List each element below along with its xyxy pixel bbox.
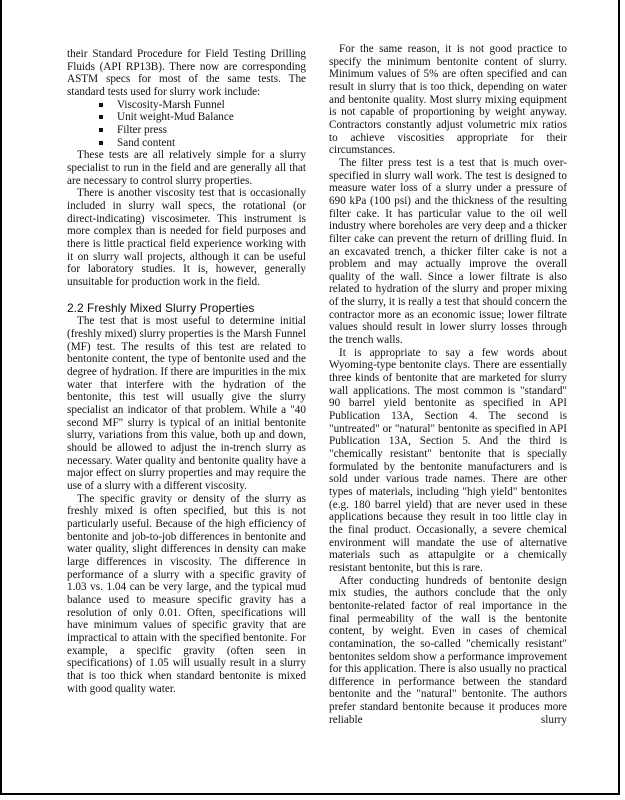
right-column xyxy=(329,43,567,726)
list-item: Sand content xyxy=(97,137,306,150)
paragraph: For the same reason, it is not good practice to specify the minimum bentonite content of slurry. Minimum values of 5% are often specified and can result in slurry that is too thick, depending on water and bentonite quality. Most slurry mixing equipment is not capable of proportioning by weight anyway. Contractors constantly adjust volumetric mix ratios to achieve viscosities appropriate for their circumstances. xyxy=(329,43,567,157)
standard-tests-list xyxy=(67,99,306,150)
paragraph: It is appropriate to say a few words about Wyoming-type bentonite clays. There are essentially three kinds of bentonite that are marketed for slurry wall applications. The most common is "standard" 90 barrel yield bentonite as specified in API Publication 13A, Section 4. The second is "untreated" or "natural" bentonite as specified in API Publication 13A, Section 5. And the third is "chemically resistant" bentonite that is specially formulated by the bentonite manufacturers and is sold under various trade names. There are other types of materials, including "high yield" bentonites (e.g. 180 barrel yield) that are never used in these applications because they result in too little clay in the final product. Occasionally, a severe chemical environment will mandate the use of alternative materials such as attapulgite or a chemically resistant bentonite, but this is rare. xyxy=(329,346,567,574)
paragraph: The filter press test is a test that is much over-specified in slurry wall work. The test is designed to measure water loss of a slurry under a pressure of 690 kPa (100 psi) and the thickness of the resulting filter cake. It has particular value to the oil well industry where boreholes are very deep and a thicker filter cake can prevent the return of drilling fluid. In an excavated trench, a thicker filter cake is not a problem and may actually improve the overall quality of the wall. Since a lower filtrate is also related to hydration of the slurry and proper mixing of the slurry, it is really a test that should concern the contractor more as an economic issue; lower filtrate values should result in lower slurry losses through the trench walls. xyxy=(329,156,567,347)
intro-paragraph: their Standard Procedure for Field Testing Drilling Fluids (API RP13B). There now are corresponding ASTM specs for most of the same tests. The standard tests used for slurry work include: xyxy=(67,48,306,98)
paragraph: These tests are all relatively simple for a slurry specialist to run in the field and are generally all that are necessary to control slurry properties. xyxy=(67,149,306,187)
paragraph: The specific gravity or density of the slurry as freshly mixed is often specified, but this is not particularly useful. Because of the high efficiency of bentonite and job-to-job differences in bentonite and water quality, slight differences in density can make large differences in viscosity. The difference in performance of a slurry with a specific gravity of 1.03 vs. 1.04 can be very large, and the typical mud balance used to measure specific gravity has a resolution of only 0.01. Often, specifications will have minimum values of specific gravity that are impractical to attain with the specified bentonite. For example, a specific gravity (often seen in specifications) of 1.05 will usually result in a slurry that is too thick when standard bentonite is mixed with good quality water. xyxy=(67,492,306,695)
paragraph: There is another viscosity test that is occasionally included in slurry wall specs, the rotational (or direct-indicating) viscosimeter. This instrument is more complex than is needed for field purposes and there is little practical field experience working with it on slurry wall projects, although it can be useful for laboratory studies. It is, however, generally unsuitable for production work in the field. xyxy=(67,187,306,288)
section-heading: 2.2 Freshly Mixed Slurry Properties xyxy=(67,301,255,316)
list-item: Filter press xyxy=(97,124,306,137)
paragraph: After conducting hundreds of bentonite design mix studies, the authors conclude that the only bentonite-related factor of real importance in the final permeability of the wall is the bentonite content, by weight. Even in cases of chemical contamination, the so-called "chemically resistant" bentonites seldom show a performance improvement for this application. There is also usually no practical difference in performance between the standard bentonite and the "natural" bentonite. The authors prefer standard bentonite because it produces more reliable slurry xyxy=(329,574,567,726)
left-column xyxy=(67,48,306,695)
list-item: Unit weight-Mud Balance xyxy=(97,111,306,124)
list-item: Viscosity-Marsh Funnel xyxy=(97,99,306,112)
paragraph: The test that is most useful to determine initial (freshly mixed) slurry properties is the Marsh Funnel (MF) test. The results of this test are related to bentonite content, the type of bentonite used and the degree of hydration. If there are impurities in the mix water that interfere with the hydration of the bentonite, this test will usually give the slurry specialist an indicator of that problem. While a "40 second MF" slurry is typical of an initial bentonite slurry, variations from this value, both up and down, should be allowed to adjust the in-trench slurry as necessary. Water quality and bentonite quality have a major effect on slurry properties and may require the use of a slurry with a different viscosity. xyxy=(67,315,306,492)
